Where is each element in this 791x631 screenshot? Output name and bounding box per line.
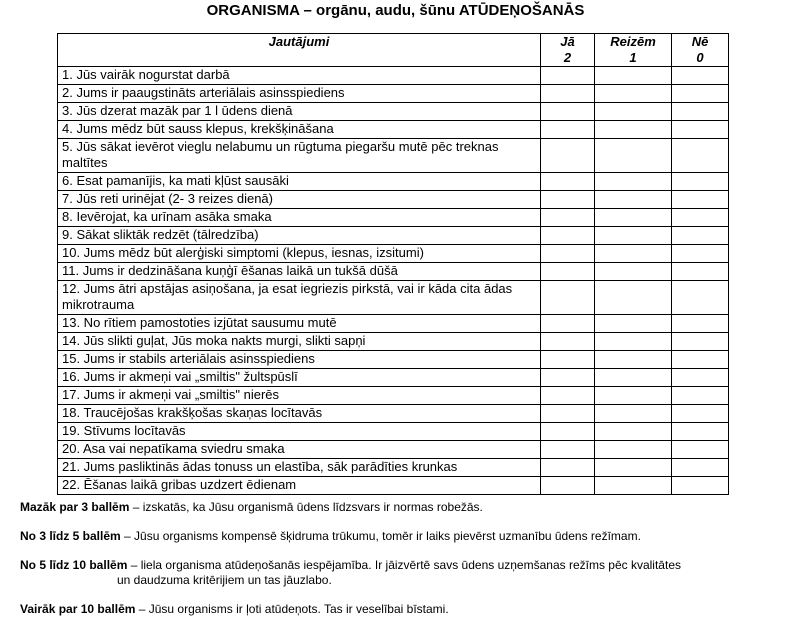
table-row bbox=[58, 227, 729, 245]
table-header-row bbox=[58, 34, 729, 67]
score-description-cont: un daudzuma kritērijiem un tas jāuzlabo. bbox=[117, 573, 332, 587]
question-text: 6. Esat pamanījis, ka mati kļūst sausāki bbox=[58, 173, 541, 191]
question-text: 17. Jums ir akmeņi vai „smiltis" nierēs bbox=[58, 387, 541, 405]
answer-yes-cell[interactable] bbox=[541, 245, 595, 263]
answer-yes-cell[interactable] bbox=[541, 477, 595, 495]
score-description: – liela organisma atūdeņošanās iespējamība. Ir jāizvērtē savs ūdens uzņemšanas režīms pēc kvalitātes bbox=[127, 558, 681, 572]
answer-yes-cell[interactable] bbox=[541, 263, 595, 281]
answer-sometimes-cell[interactable] bbox=[595, 191, 672, 209]
table-row bbox=[58, 281, 729, 315]
answer-sometimes-cell[interactable] bbox=[595, 405, 672, 423]
table-row bbox=[58, 245, 729, 263]
answer-sometimes-cell[interactable] bbox=[595, 315, 672, 333]
answer-yes-cell[interactable] bbox=[541, 85, 595, 103]
question-text: 3. Jūs dzerat mazāk par 1 l ūdens dienā bbox=[58, 103, 541, 121]
question-text: 11. Jums ir dedzināšana kuņģī ēšanas laikā un tukšā dūšā bbox=[58, 263, 541, 281]
answer-sometimes-cell[interactable] bbox=[595, 387, 672, 405]
answer-yes-cell[interactable] bbox=[541, 227, 595, 245]
table-row bbox=[58, 477, 729, 495]
question-text: 9. Sākat sliktāk redzēt (tālredzība) bbox=[58, 227, 541, 245]
answer-sometimes-cell[interactable] bbox=[595, 459, 672, 477]
answer-no-cell[interactable] bbox=[672, 245, 729, 263]
answer-sometimes-cell[interactable] bbox=[595, 351, 672, 369]
question-text: 7. Jūs reti urinējat (2- 3 reizes dienā) bbox=[58, 191, 541, 209]
answer-yes-cell[interactable] bbox=[541, 209, 595, 227]
answer-no-cell[interactable] bbox=[672, 139, 729, 173]
scoring-notes bbox=[20, 500, 780, 631]
answer-yes-cell[interactable] bbox=[541, 333, 595, 351]
answer-sometimes-cell[interactable] bbox=[595, 139, 672, 173]
answer-no-cell[interactable] bbox=[672, 191, 729, 209]
question-text: 22. Ēšanas laikā gribas uzdzert ēdienam bbox=[58, 477, 541, 495]
answer-yes-cell[interactable] bbox=[541, 459, 595, 477]
table-row bbox=[58, 67, 729, 85]
question-text: 20. Asa vai nepatīkama sviedru smaka bbox=[58, 441, 541, 459]
question-text: 12. Jums ātri apstājas asiņošana, ja esat iegriezis pirkstā, vai ir kāda cita ādas mikrotrauma bbox=[58, 281, 541, 315]
table-row bbox=[58, 405, 729, 423]
answer-yes-cell[interactable] bbox=[541, 423, 595, 441]
answer-no-cell[interactable] bbox=[672, 85, 729, 103]
answer-no-cell[interactable] bbox=[672, 67, 729, 85]
answer-yes-cell[interactable] bbox=[541, 351, 595, 369]
question-text: 1. Jūs vairāk nogurstat darbā bbox=[58, 67, 541, 85]
table-row bbox=[58, 121, 729, 139]
question-text: 18. Traucējošas krakšķošas skaņas locītavās bbox=[58, 405, 541, 423]
answer-no-cell[interactable] bbox=[672, 369, 729, 387]
answer-yes-cell[interactable] bbox=[541, 369, 595, 387]
page-title: ORGANISMA – orgānu, audu, šūnu ATŪDEŅOŠANĀS bbox=[206, 2, 585, 19]
questionnaire-table bbox=[57, 33, 729, 495]
answer-sometimes-cell[interactable] bbox=[595, 121, 672, 139]
table-row bbox=[58, 351, 729, 369]
score-range: Vairāk par 10 ballēm bbox=[20, 602, 136, 616]
answer-sometimes-cell[interactable] bbox=[595, 441, 672, 459]
answer-sometimes-cell[interactable] bbox=[595, 423, 672, 441]
answer-no-cell[interactable] bbox=[672, 351, 729, 369]
question-text: 10. Jums mēdz būt alerģiski simptomi (klepus, iesnas, izsitumi) bbox=[58, 245, 541, 263]
answer-no-cell[interactable] bbox=[672, 459, 729, 477]
table-row bbox=[58, 333, 729, 351]
answer-no-cell[interactable] bbox=[672, 281, 729, 315]
table-row bbox=[58, 173, 729, 191]
table-row bbox=[58, 423, 729, 441]
table-row bbox=[58, 263, 729, 281]
question-text: 14. Jūs slikti guļat, Jūs moka nakts murgi, slikti sapņi bbox=[58, 333, 541, 351]
answer-yes-cell[interactable] bbox=[541, 441, 595, 459]
header-sometimes: Reizēm 1 bbox=[595, 34, 672, 67]
answer-no-cell[interactable] bbox=[672, 173, 729, 191]
answer-sometimes-cell[interactable] bbox=[595, 369, 672, 387]
scoring-note bbox=[20, 602, 780, 617]
table-row bbox=[58, 315, 729, 333]
table-row bbox=[58, 139, 729, 173]
answer-sometimes-cell[interactable] bbox=[595, 263, 672, 281]
table-row bbox=[58, 209, 729, 227]
answer-no-cell[interactable] bbox=[672, 103, 729, 121]
answer-sometimes-cell[interactable] bbox=[595, 67, 672, 85]
question-text: 13. No rītiem pamostoties izjūtat sausumu mutē bbox=[58, 315, 541, 333]
question-text: 4. Jums mēdz būt sauss klepus, krekšķināšana bbox=[58, 121, 541, 139]
score-description: – Jūsu organisms kompensē šķidruma trūkumu, tomēr ir laiks pievērst uzmanību ūdens režīmam. bbox=[120, 529, 641, 543]
answer-yes-cell[interactable] bbox=[541, 103, 595, 121]
answer-sometimes-cell[interactable] bbox=[595, 227, 672, 245]
score-range: No 5 līdz 10 ballēm bbox=[20, 558, 128, 572]
answer-sometimes-cell[interactable] bbox=[595, 333, 672, 351]
answer-sometimes-cell[interactable] bbox=[595, 281, 672, 315]
answer-sometimes-cell[interactable] bbox=[595, 173, 672, 191]
header-yes: Jā 2 bbox=[541, 34, 595, 67]
answer-sometimes-cell[interactable] bbox=[595, 209, 672, 227]
question-text: 2. Jums ir paaugstināts arteriālais asinsspiediens bbox=[58, 85, 541, 103]
answer-yes-cell[interactable] bbox=[541, 67, 595, 85]
question-text: 16. Jums ir akmeņi vai „smiltis" žultspūslī bbox=[58, 369, 541, 387]
scoring-note bbox=[20, 529, 780, 544]
score-range: No 3 līdz 5 ballēm bbox=[20, 529, 121, 543]
question-text: 15. Jums ir stabils arteriālais asinsspiediens bbox=[58, 351, 541, 369]
table-row bbox=[58, 387, 729, 405]
answer-no-cell[interactable] bbox=[672, 263, 729, 281]
answer-yes-cell[interactable] bbox=[541, 191, 595, 209]
answer-no-cell[interactable] bbox=[672, 227, 729, 245]
table-row bbox=[58, 85, 729, 103]
answer-yes-cell[interactable] bbox=[541, 387, 595, 405]
score-description: – Jūsu organisms ir ļoti atūdeņots. Tas ir veselībai bīstami. bbox=[135, 602, 449, 616]
answer-no-cell[interactable] bbox=[672, 477, 729, 495]
score-range: Mazāk par 3 ballēm bbox=[20, 500, 130, 514]
answer-yes-cell[interactable] bbox=[541, 405, 595, 423]
answer-no-cell[interactable] bbox=[672, 121, 729, 139]
scoring-note bbox=[20, 558, 780, 588]
answer-yes-cell[interactable] bbox=[541, 173, 595, 191]
answer-no-cell[interactable] bbox=[672, 423, 729, 441]
table-row bbox=[58, 441, 729, 459]
table-row bbox=[58, 369, 729, 387]
answer-yes-cell[interactable] bbox=[541, 281, 595, 315]
header-questions: Jautājumi bbox=[58, 34, 541, 67]
answer-no-cell[interactable] bbox=[672, 387, 729, 405]
table-row bbox=[58, 103, 729, 121]
scoring-note bbox=[20, 500, 780, 515]
answer-no-cell[interactable] bbox=[672, 405, 729, 423]
score-description: – izskatās, ka Jūsu organismā ūdens līdzsvars ir normas robežās. bbox=[129, 500, 483, 514]
header-no: Nē 0 bbox=[672, 34, 729, 67]
table-row bbox=[58, 459, 729, 477]
question-text: 21. Jums pasliktinās ādas tonuss un elastība, sāk parādīties krunkas bbox=[58, 459, 541, 477]
answer-yes-cell[interactable] bbox=[541, 139, 595, 173]
answer-yes-cell[interactable] bbox=[541, 121, 595, 139]
question-text: 8. Ievērojat, ka urīnam asāka smaka bbox=[58, 209, 541, 227]
answer-yes-cell[interactable] bbox=[541, 315, 595, 333]
answer-no-cell[interactable] bbox=[672, 209, 729, 227]
answer-sometimes-cell[interactable] bbox=[595, 85, 672, 103]
answer-sometimes-cell[interactable] bbox=[595, 245, 672, 263]
answer-no-cell[interactable] bbox=[672, 441, 729, 459]
answer-no-cell[interactable] bbox=[672, 333, 729, 351]
answer-sometimes-cell[interactable] bbox=[595, 477, 672, 495]
question-text: 19. Stīvums locītavās bbox=[58, 423, 541, 441]
answer-sometimes-cell[interactable] bbox=[595, 103, 672, 121]
answer-no-cell[interactable] bbox=[672, 315, 729, 333]
question-text: 5. Jūs sākat ievērot vieglu nelabumu un rūgtuma piegaršu mutē pēc treknas maltītes bbox=[58, 139, 541, 173]
table-row bbox=[58, 191, 729, 209]
